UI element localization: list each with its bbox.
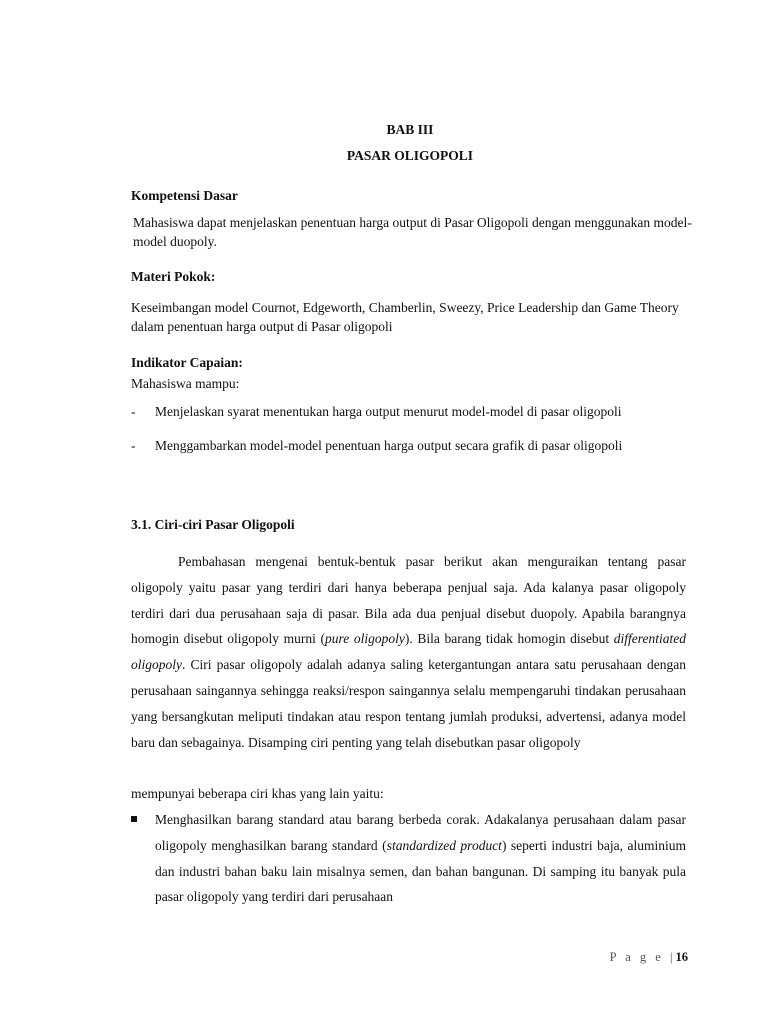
page-label: P a g e (609, 950, 664, 964)
list-item-text: Menjelaskan syarat menentukan harga output menurut model-model di pasar oligopoli (155, 404, 622, 419)
italic-term: pure oligopoly (325, 631, 405, 647)
indikator-intro: Mahasiswa mampu: (131, 376, 240, 391)
body-paragraph-continued: mempunyai beberapa ciri khas yang lain yaitu: (131, 786, 384, 801)
page-number: 16 (675, 950, 688, 964)
list-marker: - (131, 438, 136, 453)
italic-term: differentiated oligopoly (131, 631, 686, 673)
list-item (131, 437, 671, 454)
list-marker: - (131, 404, 136, 419)
bullet-text: ) seperti industri baja, aluminium dan industri bahan baku lain misalnya semen, dan bahan bangunan. Di samping itu banyak pula pasar oligopoly yang terdiri dari perusahaan (155, 837, 687, 905)
chapter-label: BAB III (386, 122, 434, 137)
chapter-title: PASAR OLIGOPOLI (346, 148, 474, 163)
bullet-text: Menghasilkan barang standard atau barang berbeda corak. Adakalanya perusahaan dalam pasar oligopoly menghasilkan barang standard ( (155, 812, 686, 853)
square-bullet-icon (131, 816, 137, 822)
list-item (131, 403, 671, 420)
page-footer (610, 950, 688, 965)
bullet-item (131, 807, 686, 910)
list-item-text: Menggambarkan model-model penentuan harga output secara grafik di pasar oligopoli (155, 438, 623, 453)
section-heading: 3.1. Ciri-ciri Pasar Oligopoli (131, 517, 295, 532)
italic-term: standardized product (386, 837, 502, 853)
kompetensi-heading: Kompetensi Dasar (131, 188, 238, 203)
kompetensi-text: Mahasiswa dapat menjelaskan penentuan harga output di Pasar Oligopoli dengan menggunakan model-model duopoly. (133, 215, 692, 249)
body-paragraph (131, 549, 686, 755)
indikator-heading: Indikator Capaian: (131, 355, 243, 370)
materi-heading: Materi Pokok: (131, 269, 216, 284)
paragraph-text: ). Bila barang tidak homogin disebut (404, 631, 614, 647)
paragraph-text: Pembahasan mengenai bentuk-bentuk pasar berikut akan menguraikan tentang pasar oligopoly yaitu pasar yang terdiri dari hanya beberapa penjual saja. Ada kalanya pasar oligopoly terdiri dari dua perusahaan saja di pasar. Bila ada dua penjual disebut duopoly. Apabila barangnya homogin disebut oligopoly murni ( (131, 554, 686, 647)
page-separator: | (669, 950, 676, 964)
materi-text: Keseimbangan model Cournot, Edgeworth, Chamberlin, Sweezy, Price Leadership dan Game Theory dalam penentuan harga output di Pasar oligopoli (131, 300, 679, 334)
paragraph-text: . Ciri pasar oligopoly adalah adanya saling ketergantungan antara satu perusahaan dengan perusahaan saingannya sehingga reaksi/respon saingannya selalu mempengaruhi tindakan perusahaan yang bersangkutan meliputi tindakan atau respon tentang jumlah produksi, advertensi, adanya model baru dan sebagainya. Disamping ciri penting yang telah disebutkan pasar oligopoly (131, 657, 686, 750)
